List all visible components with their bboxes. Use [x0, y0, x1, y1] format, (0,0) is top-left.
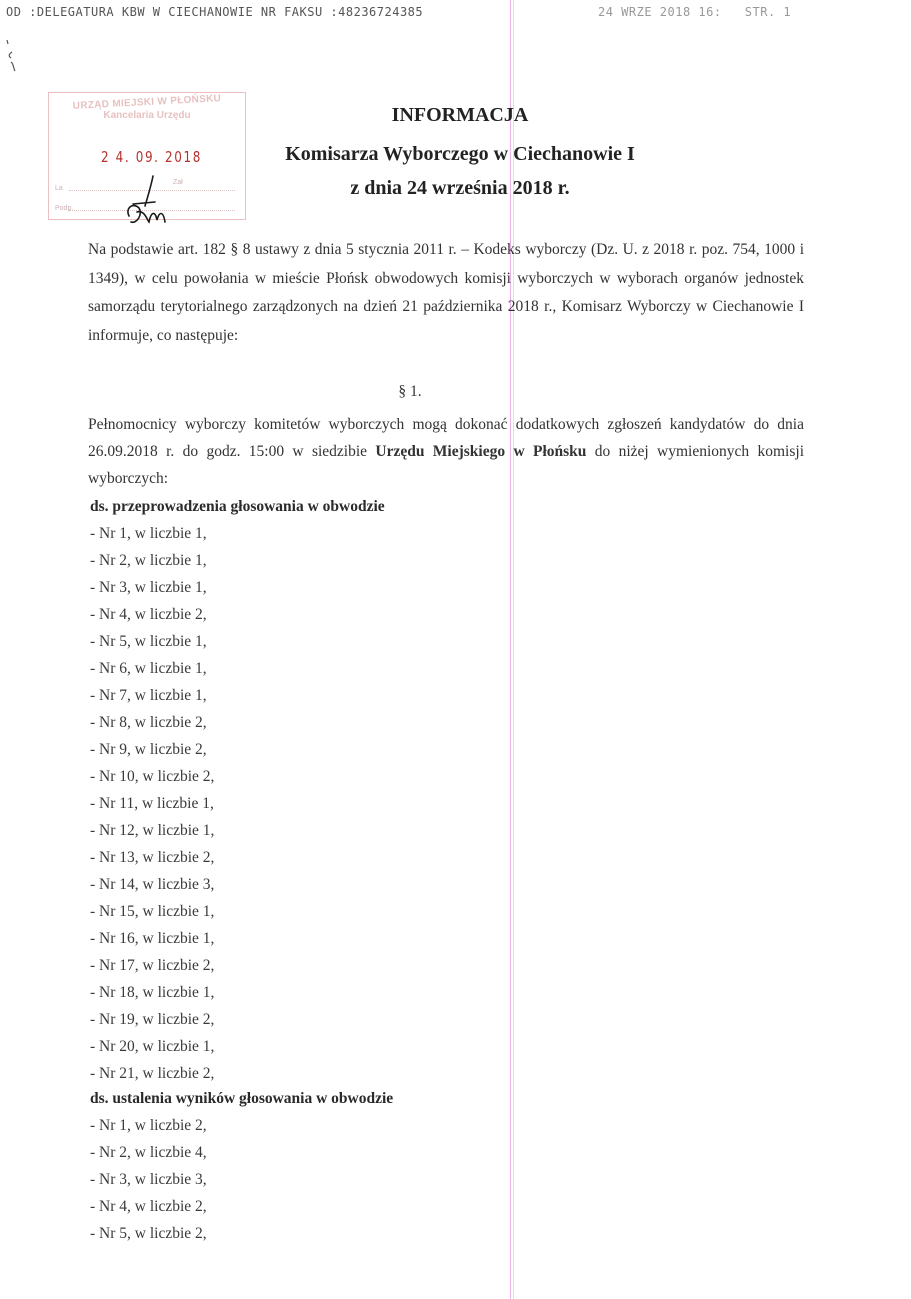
- list-item: - Nr 20, w liczbie 1,: [90, 1038, 215, 1055]
- stamp-zal-label: Zał: [173, 179, 183, 186]
- section-number: § 1.: [398, 383, 422, 400]
- list-item: - Nr 3, w liczbie 1,: [90, 579, 207, 596]
- results-commissions-list: [90, 1085, 590, 1247]
- list-item: - Nr 11, w liczbie 1,: [90, 795, 214, 812]
- section-paragraph: [88, 411, 804, 492]
- document-date: z dnia 24 września 2018 r.: [350, 177, 570, 199]
- list-item: - Nr 5, w liczbie 1,: [90, 633, 207, 650]
- list-item: - Nr 15, w liczbie 1,: [90, 903, 215, 920]
- stamp-department: Kancelaria Urzędu: [103, 110, 191, 121]
- list-heading: ds. przeprowadzenia głosowania w obwodzie: [90, 498, 385, 515]
- stamp-la-label: La: [55, 185, 63, 192]
- document-title: INFORMACJA: [391, 104, 529, 126]
- paragraph-text-before: Pełnomocnicy wyborczy komitetów wyborczych mogą dokonać dodatkowych zgłoszeń kandydatów do dnia 26.09.2018 r. do godz. 15:00 w siedzibie: [88, 416, 804, 460]
- stamp-office-name: URZĄD MIEJSKI W PŁOŃSKU: [72, 93, 222, 112]
- stamp-date: 2 4. 09. 2018: [101, 148, 202, 166]
- fax-header: [0, 5, 911, 23]
- scan-artifact-mark: [4, 38, 18, 78]
- fax-sender-line: OD :DELEGATURA KBW W CIECHANOWIE NR FAKSU :48236724385: [6, 5, 424, 19]
- list-item: - Nr 4, w liczbie 2,: [90, 1198, 207, 1215]
- list-item: - Nr 21, w liczbie 2,: [90, 1065, 215, 1082]
- list-item: - Nr 17, w liczbie 2,: [90, 957, 215, 974]
- list-item: - Nr 3, w liczbie 3,: [90, 1171, 207, 1188]
- list-heading: ds. ustalenia wyników głosowania w obwodzie: [90, 1090, 394, 1107]
- list-item: - Nr 14, w liczbie 3,: [90, 876, 215, 893]
- voting-commissions-list: [90, 493, 590, 1087]
- intro-paragraph: Na podstawie art. 182 § 8 ustawy z dnia 5 stycznia 2011 r. – Kodeks wyborczy (Dz. U. z 2018 r. poz. 754, 1000 i 1349), w celu powołania w mieście Płońsk obwodowych komisji wyborczych w wyborach organów jednostek samorządu terytorialnego zarządzonych na dzień 21 października 2018 r., Komisarz Wyborczy w Ciechanowie I informuje, co następuje:: [88, 241, 804, 344]
- list-item: - Nr 2, w liczbie 1,: [90, 552, 207, 569]
- list-item: - Nr 19, w liczbie 2,: [90, 1011, 215, 1028]
- list-item: - Nr 2, w liczbie 4,: [90, 1144, 207, 1161]
- list-item: - Nr 7, w liczbie 1,: [90, 687, 207, 704]
- list-item: - Nr 10, w liczbie 2,: [90, 768, 215, 785]
- list-item: - Nr 6, w liczbie 1,: [90, 660, 207, 677]
- fax-date-page-line: 24 WRZE 2018 16: STR. 1: [598, 5, 792, 19]
- stamp-podpis-label: Podp.: [55, 205, 74, 212]
- list-item: - Nr 8, w liczbie 2,: [90, 714, 207, 731]
- list-item: - Nr 1, w liczbie 1,: [90, 525, 207, 542]
- list-item: - Nr 9, w liczbie 2,: [90, 741, 207, 758]
- list-item: - Nr 12, w liczbie 1,: [90, 822, 215, 839]
- list-item: - Nr 5, w liczbie 2,: [90, 1225, 207, 1242]
- list-item: - Nr 16, w liczbie 1,: [90, 930, 215, 947]
- list-item: - Nr 13, w liczbie 2,: [90, 849, 215, 866]
- list-item: - Nr 18, w liczbie 1,: [90, 984, 215, 1001]
- document-issuer: Komisarza Wyborczego w Ciechanowie I: [285, 143, 635, 165]
- list-item: - Nr 1, w liczbie 2,: [90, 1117, 207, 1134]
- handwritten-signature: [115, 172, 185, 232]
- list-item: - Nr 4, w liczbie 2,: [90, 606, 207, 623]
- paragraph-text-after: do niżej wymienionych komisji wyborczych:: [88, 443, 805, 487]
- paragraph-office-name: Urzędu Miejskiego w Płońsku: [375, 443, 587, 460]
